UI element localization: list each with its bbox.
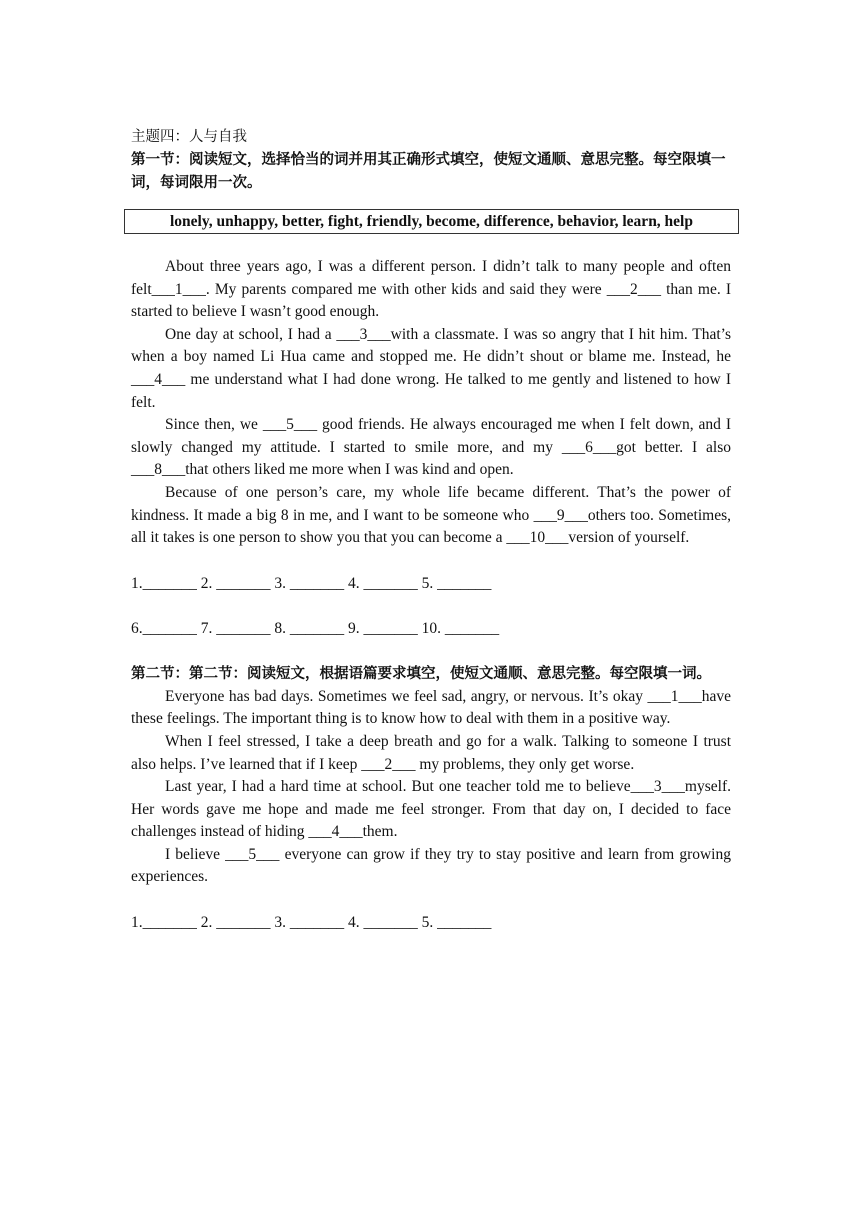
section2-passage [131,686,731,889]
section1-answer-line-2[interactable]: 6._______ 7. _______ 8. _______ 9. _______ 10. _______ [131,619,500,637]
section2-instruction: 第二节：第二节：阅读短文，根据语篇要求填空，使短文通顺、意思完整。每空限填一词。 [131,665,711,682]
word-bank-box: lonely, unhappy, better, fight, friendly, become, difference, behavior, learn, help [124,209,739,234]
topic-title: 主题四：人与自我 [131,129,247,145]
section1-answer-line-1[interactable]: 1._______ 2. _______ 3. _______ 4. _______ 5. _______ [131,574,492,592]
section2-answer-line[interactable]: 1._______ 2. _______ 3. _______ 4. _______ 5. _______ [131,914,492,932]
worksheet-page [131,126,731,934]
passage1-paragraph-3: Since then, we ___5___ good friends. He always encouraged me when I felt down, and I slowly changed my attitude. I started to smile more, and my ___6___got better. I also ___8___that others liked me more when I was kind and open. [131,416,731,479]
passage1-paragraph-1: About three years ago, I was a different person. I didn’t talk to many people and often felt___1___. My parents compared me with other kids and said they were ___2___ than me. I started to believe I wasn’t good enough. [131,258,731,321]
section1-instruction: 第一节：阅读短文，选择恰当的词并用其正确形式填空，使短文通顺、意思完整。每空限填一词，每词限用一次。 [131,152,726,191]
passage2-paragraph-3: Last year, I had a hard time at school. But one teacher told me to believe___3___myself. Her words gave me hope and made me feel stronger. From that day on, I decided to face challenges instead of hiding ___4___them. [131,778,731,841]
passage1-paragraph-4: Because of one person’s care, my whole life became different. That’s the power of kindness. It made a big 8 in me, and I want to be someone who ___9___others too. Sometimes, all it takes is one person to show you that you can become a ___10___version of yourself. [131,483,731,547]
passage1-paragraph-2: One day at school, I had a ___3___with a classmate. I was so angry that I hit him. That’s when a boy named Li Hua came and stopped me. He didn’t shout or blame me. Instead, he ___4___ me understand what I had done wrong. He talked to me gently and listened to how I felt. [131,325,731,411]
passage2-paragraph-1: Everyone has bad days. Sometimes we feel sad, angry, or nervous. It’s okay ___1___have these feelings. The important thing is to know how to deal with them in a positive way. [131,687,731,728]
section1-passage [131,256,731,550]
passage2-paragraph-4: I believe ___5___ everyone can grow if they try to stay positive and learn from growing experiences. [131,845,731,886]
passage2-paragraph-2: When I feel stressed, I take a deep breath and go for a walk. Talking to someone I trust also helps. I’ve learned that if I keep ___2___ my problems, they only get worse. [131,732,731,773]
